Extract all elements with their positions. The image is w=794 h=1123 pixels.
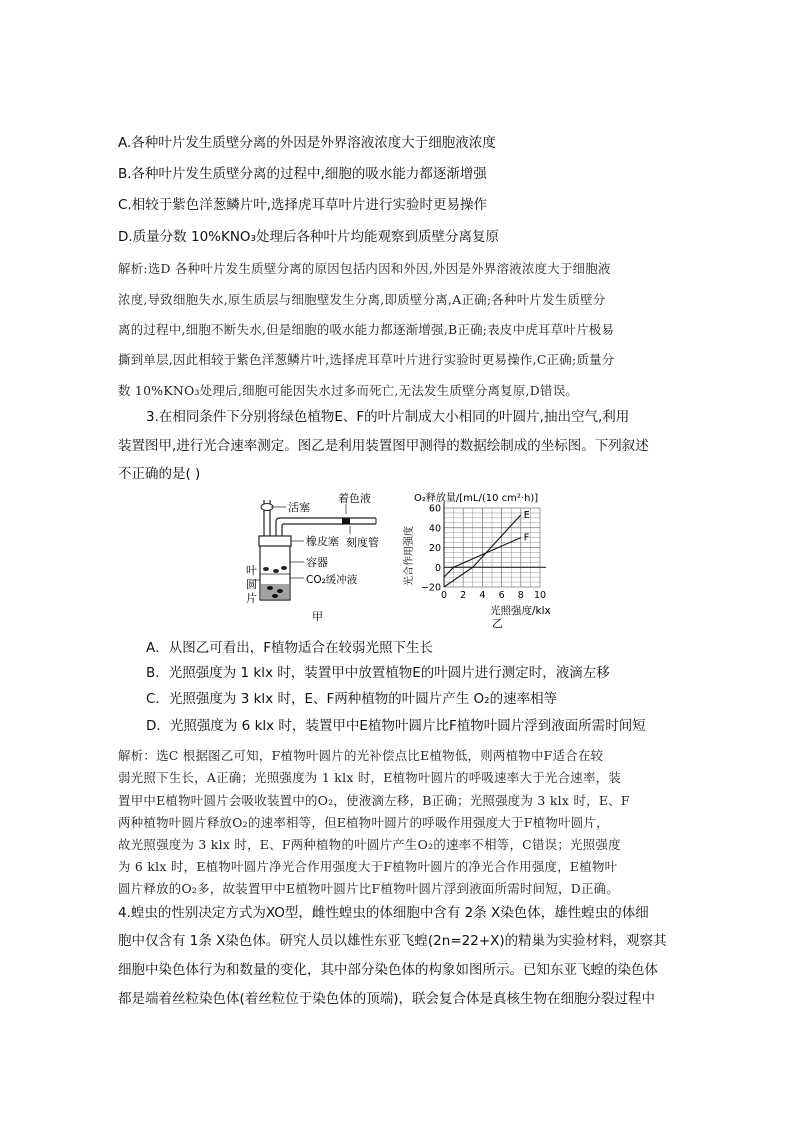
q4-stem-line: 都是端着丝粒染色体(着丝粒位于染色体的顶端)，联会复合体是真核生物在细胞分裂过程中 [118,991,656,1007]
q3-stem-line: 装置图甲,进行光合速率测定。图乙是利用装置图甲测得的数据绘制成的坐标图。下列叙述 [118,438,649,454]
q3-analysis-line: 圆片释放的O₂多，故装置甲中E植物叶圆片比F植物叶圆片浮到液面所需时间短，D正确。 [118,881,620,896]
q3-analysis-line: 故光照强度为 3 klx 时，E、F两种植物的叶圆片产生O₂的速率不相等，C错误；光照强度 [118,837,621,852]
leaf-disc-icon [267,586,273,590]
chart-y-tick-label: 40 [428,523,441,535]
chart-x-tick-label: 10 [533,590,547,601]
chart-y-tick-label: 60 [428,503,441,515]
label-buffer: CO₂缓冲液 [306,574,358,586]
q3-option-c: C．光照强度为 3 klx 时，E、F两种植物的叶圆片产生 O₂的速率相等 [146,691,558,707]
label-leaf-disc: 圆 [246,578,257,591]
q3-analysis-line: 弱光照下生长，A正确；光照强度为 1 klx 时，E植物叶圆片的呼吸速率大于光合速率，装 [118,770,622,785]
leaf-disc-icon [272,594,278,598]
leaf-disc-icon [277,589,283,593]
q3-option-a: A．从图乙可看出，F植物适合在较弱光照下生长 [146,640,433,656]
label-colored-liquid: 着色液 [338,492,371,505]
q2-option-d: D.质量分数 10%KNO₃处理后各种叶片均能观察到质壁分离复原 [118,229,499,245]
chart-series-label-E: E [523,509,530,521]
q3-analysis-line: 置甲中E植物叶圆片会吸收装置中的O₂，使液滴左移，B正确；光照强度为 3 klx 时，E、F [118,793,630,808]
q2-analysis-line: 撕到单层,因此相较于紫色洋葱鳞片叶,选择虎耳草叶片进行实验时更易操作,C正确;质量分 [118,352,615,367]
q2-analysis-line: 解析:选D 各种叶片发生质壁分离的原因包括内因和外因,外因是外界溶液浓度大于细胞液 [118,261,611,276]
q3-option-d: D．光照强度为 6 klx 时，装置甲中E植物叶圆片比F植物叶圆片浮到液面所需时间短 [146,718,646,734]
q2-option-b: B.各种叶片发生质壁分离的过程中,细胞的吸水能力都逐渐增强 [118,166,487,182]
q3-analysis-line: 两种植物叶圆片释放O₂的速率相等，但E植物叶圆片的呼吸作用强度大于F植物叶圆片， [118,815,609,830]
chart-ylabel: 光合作用强度 [404,526,415,586]
q4-stem-line: 细胞中染色体行为和数量的变化，其中部分染色体的构象如图所示。已知东亚飞蝗的染色体 [118,962,658,978]
chart-x-tick-label: 2 [460,590,467,601]
chart-y-tick-label: −20 [420,582,441,594]
chart-y-tick-label: 0 [434,562,441,574]
chart-x-tick-label: 8 [517,590,524,601]
label-rubber-stopper: 橡皮塞 [306,535,339,548]
q2-analysis-line: 浓度,导致细胞失水,原生质层与细胞壁发生分离,即质壁分离,A正确;各种叶片发生质壁分 [118,292,606,307]
q4-stem-line: 4.蝗虫的性别决定方式为XO型，雌性蝗虫的体细胞中含有 2条 X染色体，雄性蝗虫的体细 [118,905,649,921]
figure-caption-jia: 甲 [312,610,323,623]
chart-y-tick-label: 20 [428,543,441,554]
label-scale-tube: 刻度管 [346,536,379,549]
leaf-disc-icon [263,567,269,571]
label-leaf-disc: 片 [246,592,257,605]
label-stopcock: 活塞 [288,501,310,514]
q4-stem-line: 胞中仅含有 1条 X染色体。研究人员以雄性东亚飞蝗(2n=22+X)的精巢为实验材料，观察其 [118,933,667,949]
label-leaf-disc: 叶 [246,564,257,577]
q2-analysis-line: 数 10%KNO₃处理后,细胞可能因失水过多而死亡,无法发生质壁分离复原,D错误。 [118,383,579,398]
chart-title: O₂释放量/[mL/(10 cm²·h)] [414,493,539,504]
light-intensity-chart [400,488,600,628]
chart-caption: 乙 [492,617,503,628]
label-container: 容器 [306,556,328,569]
q3-stem-line: 不正确的是( ) [118,466,201,482]
chart-x-tick-label: 4 [479,590,486,601]
chart-x-tick-label: 6 [498,590,505,601]
q2-option-a: A.各种叶片发生质壁分离的外因是外界溶液浓度大于细胞液浓度 [118,135,496,151]
leaf-disc-icon [281,566,287,570]
q2-analysis-line: 离的过程中,细胞不断失水,但是细胞的吸水能力都逐渐增强,B正确;表皮中虎耳草叶片极易 [118,322,615,337]
leaf-disc-icon [273,569,279,573]
rubber-stopper-icon [259,536,291,546]
apparatus-figure [246,492,396,624]
q3-analysis-line: 为 6 klx 时，E植物叶圆片净光合作用强度大于F植物叶圆片的净光合作用强度，E植物叶 [118,859,618,874]
q3-analysis-line: 解析：选C 根据图乙可知，F植物叶圆片的光补偿点比E植物低，则两植物中F适合在较 [118,748,604,763]
q3-option-b: B．光照强度为 1 klx 时，装置甲中放置植物E的叶圆片进行测定时，液滴左移 [146,665,610,681]
chart-xlabel: 光照强度/klx [490,605,551,617]
colored-liquid-drop-icon [342,518,350,524]
chart-x-tick-label: 0 [440,590,448,601]
q3-stem-line: 3.在相同条件下分别将绿色植物E、F的叶片制成大小相同的叶圆片,抽出空气,利用 [146,409,630,425]
q2-option-c: C.相较于紫色洋葱鳞片叶,选择虎耳草叶片进行实验时更易操作 [118,197,488,213]
chart-series-label-F: F [523,532,530,544]
